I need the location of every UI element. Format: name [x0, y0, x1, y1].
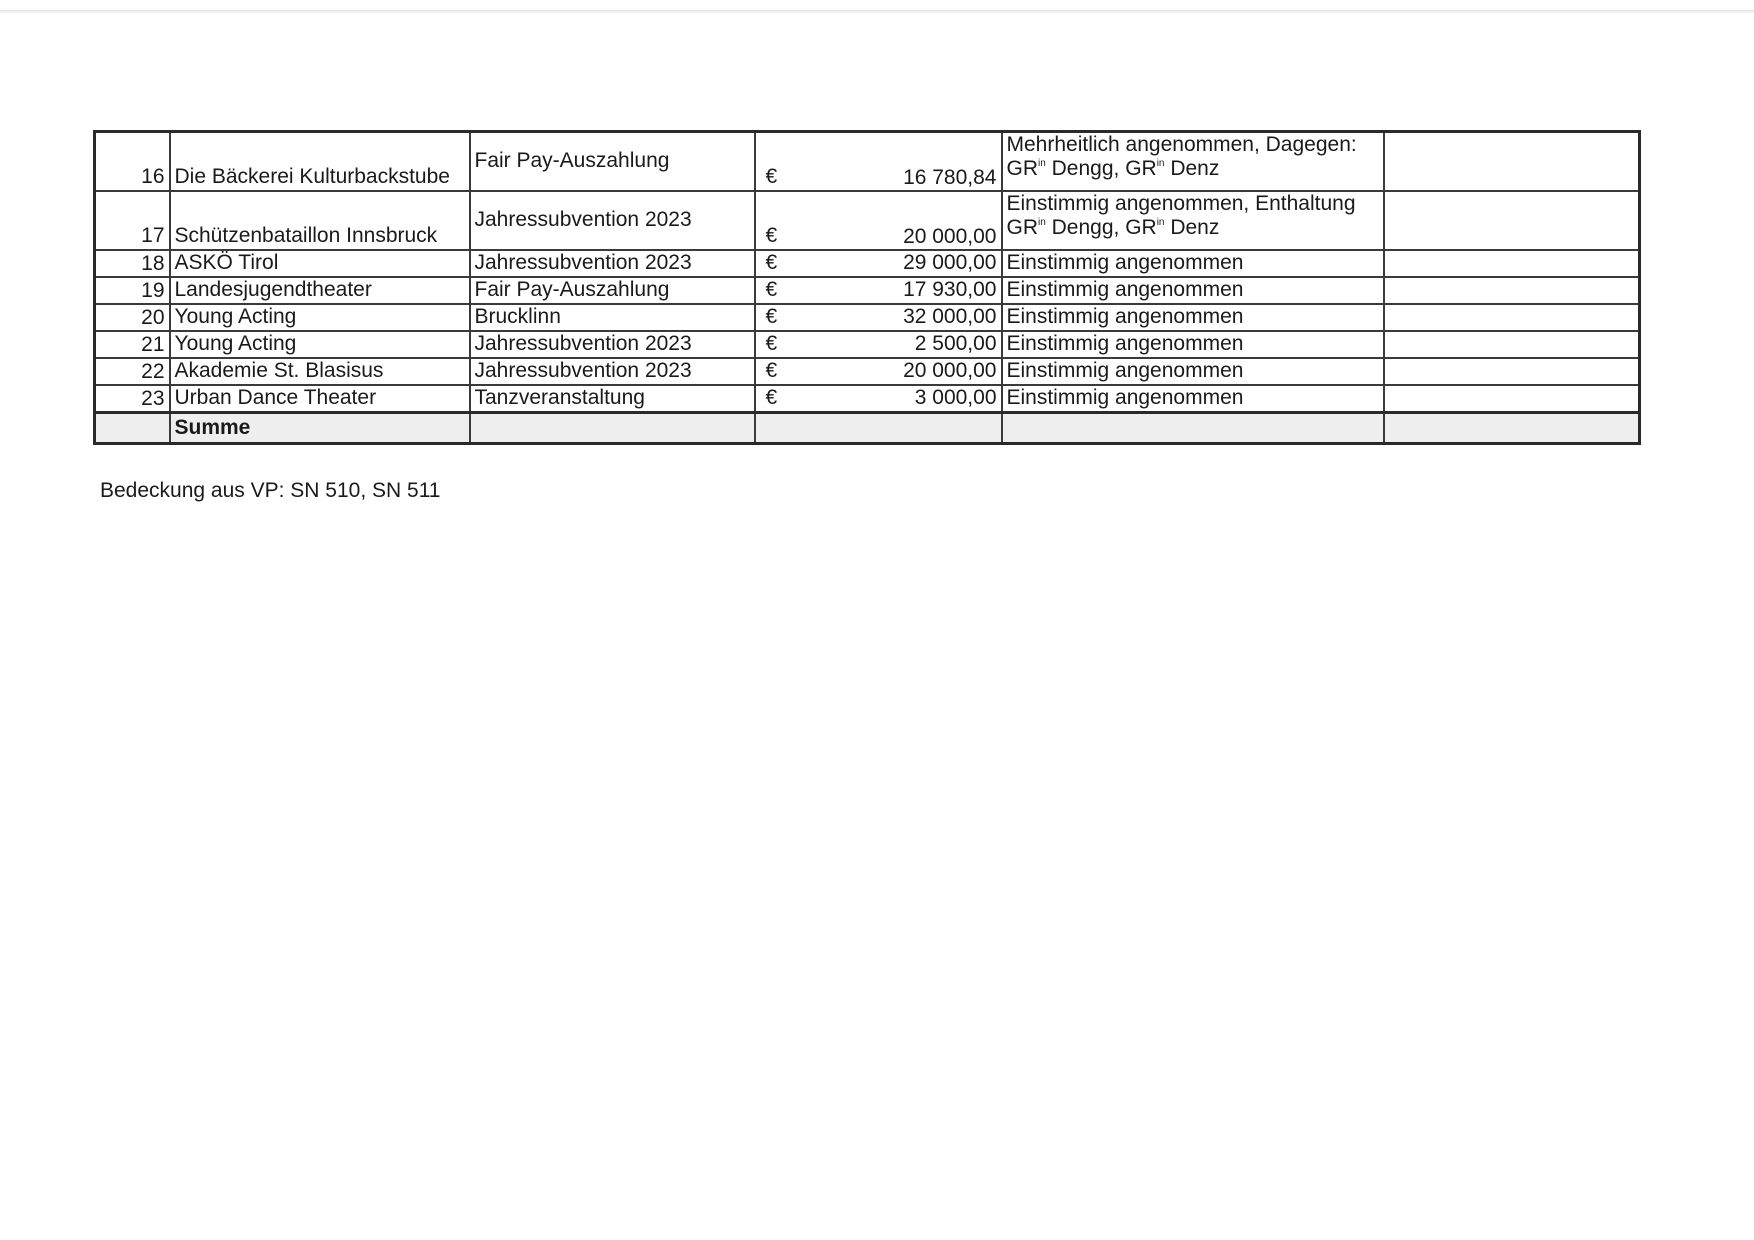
table-row [95, 277, 1640, 304]
amount-cell [755, 132, 1002, 192]
table-row [95, 250, 1640, 277]
decision-cell: Einstimmig angenommen [1002, 385, 1384, 413]
subsidy-table [93, 130, 1641, 445]
decision-cell: Einstimmig angenommen [1002, 304, 1384, 331]
table-row [95, 358, 1640, 385]
currency-symbol: € [765, 331, 778, 355]
scan-edge [0, 10, 1754, 13]
empty-cell [1384, 304, 1640, 331]
title-abbrev: GR [1125, 157, 1157, 181]
decision-cell [1002, 191, 1384, 250]
currency-symbol: € [765, 250, 778, 274]
amount-value: 29 000,00 [903, 251, 997, 275]
council-member-name: Dengg, [1045, 157, 1126, 181]
amount-cell [755, 304, 1002, 331]
title-suffix: in [1156, 158, 1165, 170]
organisation-cell: Landesjugendtheater [170, 277, 470, 304]
organisation-cell: Die Bäckerei Kulturbackstube [170, 132, 470, 192]
funding-note: Bedeckung aus VP: SN 510, SN 511 [100, 479, 441, 502]
row-number: 16 [95, 132, 170, 192]
title-abbrev: GR [1006, 157, 1038, 181]
decision-line: Mehrheitlich angenommen, Dagegen: [1006, 133, 1357, 156]
organisation-cell: Young Acting [170, 331, 470, 358]
empty-cell [1384, 277, 1640, 304]
empty-cell [1384, 385, 1640, 413]
purpose-cell: Fair Pay-Auszahlung [470, 277, 755, 304]
amount-value: 20 000,00 [903, 359, 997, 383]
decision-names [1007, 216, 1379, 240]
empty-cell [1384, 331, 1640, 358]
organisation-cell: Urban Dance Theater [170, 385, 470, 413]
currency-symbol: € [765, 385, 778, 409]
purpose-cell: Jahressubvention 2023 [470, 250, 755, 277]
amount-value: 2 500,00 [914, 332, 997, 356]
sum-row [95, 413, 1640, 444]
decision-cell: Einstimmig angenommen [1002, 250, 1384, 277]
amount-cell [755, 385, 1002, 413]
row-number: 17 [95, 191, 170, 250]
table-row [95, 385, 1640, 413]
empty-cell [1384, 358, 1640, 385]
row-number: 18 [95, 250, 170, 277]
empty-cell [1384, 250, 1640, 277]
council-member-name: Denz [1164, 216, 1220, 240]
table-row [95, 304, 1640, 331]
title-suffix: in [1156, 217, 1165, 229]
empty-cell [1384, 132, 1640, 192]
title-suffix: in [1038, 217, 1046, 229]
row-number: 21 [95, 331, 170, 358]
purpose-cell: Jahressubvention 2023 [470, 191, 755, 250]
table-row [95, 132, 1640, 192]
currency-symbol: € [765, 277, 778, 301]
empty-cell [95, 413, 170, 444]
decision-cell: Einstimmig angenommen [1002, 277, 1384, 304]
empty-cell [1002, 413, 1384, 444]
row-number: 20 [95, 304, 170, 331]
council-member-name: Dengg, [1045, 216, 1126, 240]
council-member-name: Denz [1164, 157, 1220, 181]
purpose-cell: Fair Pay-Auszahlung [470, 132, 755, 192]
table-row [95, 191, 1640, 250]
currency-symbol: € [765, 223, 778, 247]
purpose-cell: Brucklinn [470, 304, 755, 331]
empty-cell [1384, 191, 1640, 250]
purpose-cell: Jahressubvention 2023 [470, 358, 755, 385]
sum-label: Summe [170, 413, 470, 444]
amount-cell [755, 250, 1002, 277]
title-abbrev: GR [1125, 216, 1157, 240]
title-abbrev: GR [1006, 216, 1038, 240]
amount-cell [755, 191, 1002, 250]
organisation-cell: Young Acting [170, 304, 470, 331]
organisation-cell: ASKÖ Tirol [170, 250, 470, 277]
amount-value: 16 780,84 [903, 165, 997, 189]
decision-cell: Einstimmig angenommen [1002, 331, 1384, 358]
purpose-cell: Tanzveranstaltung [470, 385, 755, 413]
amount-value: 3 000,00 [914, 386, 997, 410]
amount-value: 32 000,00 [903, 305, 997, 329]
decision-cell: Einstimmig angenommen [1002, 358, 1384, 385]
purpose-cell: Jahressubvention 2023 [470, 331, 755, 358]
decision-cell [1002, 132, 1384, 192]
amount-value: 17 930,00 [903, 278, 997, 302]
empty-cell [755, 413, 1002, 444]
empty-cell [470, 413, 755, 444]
row-number: 22 [95, 358, 170, 385]
amount-cell [755, 277, 1002, 304]
currency-symbol: € [765, 358, 778, 382]
decision-names [1007, 157, 1379, 181]
row-number: 23 [95, 385, 170, 413]
amount-cell [755, 358, 1002, 385]
organisation-cell: Akademie St. Blasisus [170, 358, 470, 385]
organisation-cell: Schützenbataillon Innsbruck [170, 191, 470, 250]
currency-symbol: € [765, 164, 778, 188]
title-suffix: in [1038, 158, 1046, 170]
amount-value: 20 000,00 [903, 224, 997, 248]
currency-symbol: € [765, 304, 778, 328]
amount-cell [755, 331, 1002, 358]
decision-line: Einstimmig angenommen, Enthaltung [1006, 192, 1356, 215]
empty-cell [1384, 413, 1640, 444]
table-row [95, 331, 1640, 358]
row-number: 19 [95, 277, 170, 304]
